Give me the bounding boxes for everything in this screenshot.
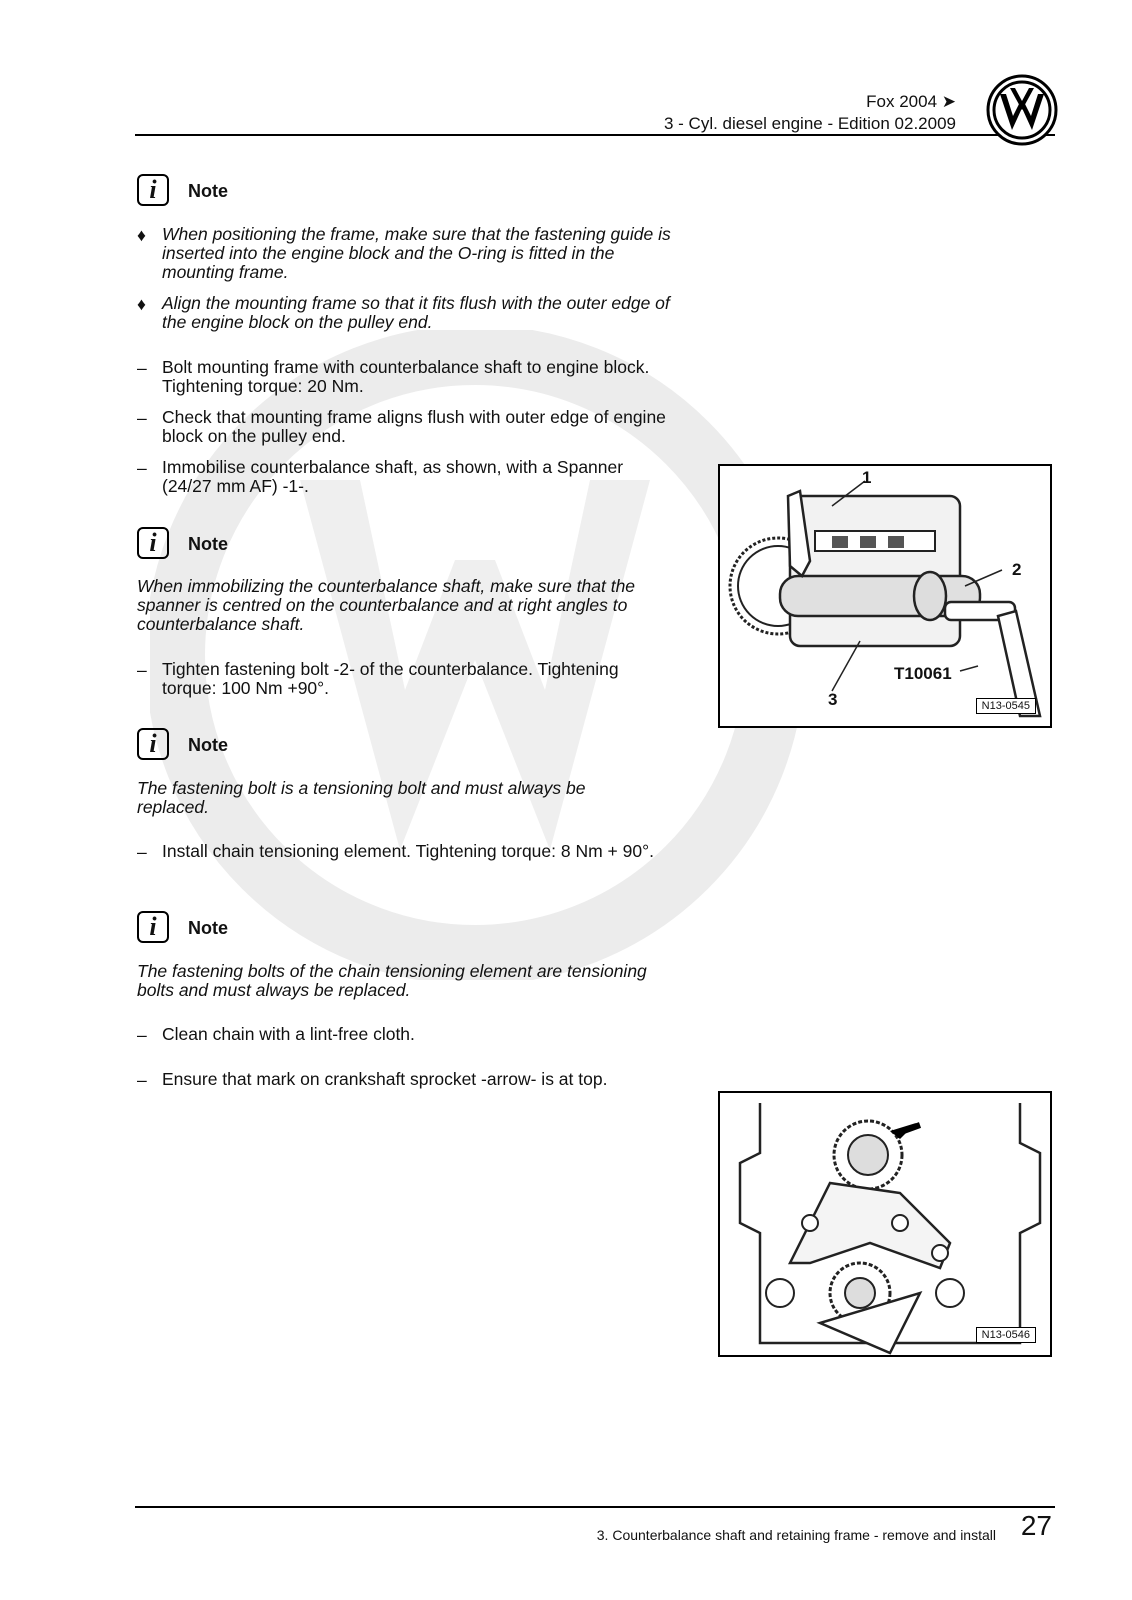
- step-check-flush: Check that mounting frame aligns flush with outer edge of engine block on the pulley end.: [162, 407, 666, 446]
- callout-1: 1: [862, 468, 872, 487]
- note-label: Note: [188, 735, 228, 755]
- note2-text: When immobilizing the counterbalance shaft, make sure that the spanner is centred on the counterbalance and at right angles to counterbalance shaft.: [137, 576, 636, 634]
- step-bolt-frame: Bolt mounting frame with counterbalance shaft to engine block. Tightening torque: 20 Nm.: [162, 357, 650, 396]
- callout-3: 3: [828, 690, 838, 709]
- note1-bullet-2: Align the mounting frame so that it fits flush with the outer edge of the engine block on the pulley end.: [162, 293, 670, 332]
- note-label: Note: [188, 918, 228, 938]
- header-subtitle: 3 - Cyl. diesel engine - Edition 02.2009: [663, 114, 956, 133]
- note3-text: The fastening bolt is a tensioning bolt and must always be replaced.: [137, 778, 586, 817]
- figure-ref: N13-0545: [976, 698, 1036, 714]
- dash-marker: –: [137, 1025, 147, 1045]
- sprocket-illustration: [720, 1093, 1050, 1355]
- vw-logo-icon: [986, 74, 1058, 146]
- note-label: Note: [188, 181, 228, 201]
- dash-marker: –: [137, 842, 147, 862]
- step-tighten-bolt: Tighten fastening bolt -2- of the counterbalance. Tightening torque: 100 Nm +90°.: [162, 659, 619, 698]
- info-icon: i: [137, 728, 169, 760]
- note-label: Note: [188, 534, 228, 554]
- info-icon: i: [137, 911, 169, 943]
- info-icon: i: [137, 527, 169, 559]
- footer-divider: [135, 1506, 1055, 1508]
- step-clean-chain: Clean chain with a lint-free cloth.: [162, 1024, 415, 1044]
- dash-marker: –: [137, 358, 147, 378]
- dash-marker: –: [137, 1070, 147, 1090]
- step-check-mark: Ensure that mark on crankshaft sprocket -arrow- is at top.: [162, 1069, 608, 1089]
- note4-text: The fastening bolts of the chain tensioning element are tensioning bolts and must always be replaced.: [137, 961, 647, 1000]
- tool-label: T10061: [894, 664, 952, 683]
- callout-2: 2: [1012, 560, 1022, 579]
- engine-illustration: [720, 466, 1050, 726]
- step-install-tensioner: Install chain tensioning element. Tightening torque: 8 Nm + 90°.: [162, 841, 654, 861]
- info-icon: i: [137, 174, 169, 206]
- dash-marker: –: [137, 458, 147, 478]
- bullet-marker: ♦: [137, 225, 146, 245]
- note1-bullet-1: When positioning the frame, make sure that the fastening guide is inserted into the engine block and the O-ring is fitted in the mounting frame.: [162, 224, 671, 282]
- step-immobilise: Immobilise counterbalance shaft, as shown, with a Spanner (24/27 mm AF) -1-.: [162, 457, 624, 496]
- dash-marker: –: [137, 660, 147, 680]
- header-model: Fox 2004 ➤: [866, 92, 956, 111]
- dash-marker: –: [137, 408, 147, 428]
- figure-counterbalance-spanner: [718, 464, 1052, 728]
- header-divider: [135, 134, 1055, 136]
- bullet-marker: ♦: [137, 294, 146, 314]
- page-number: 27: [1020, 1510, 1052, 1541]
- figure-crankshaft-sprocket: [718, 1091, 1052, 1357]
- figure-ref: N13-0546: [976, 1327, 1036, 1343]
- footer-section-title: 3. Counterbalance shaft and retaining frame - remove and install: [596, 1527, 996, 1543]
